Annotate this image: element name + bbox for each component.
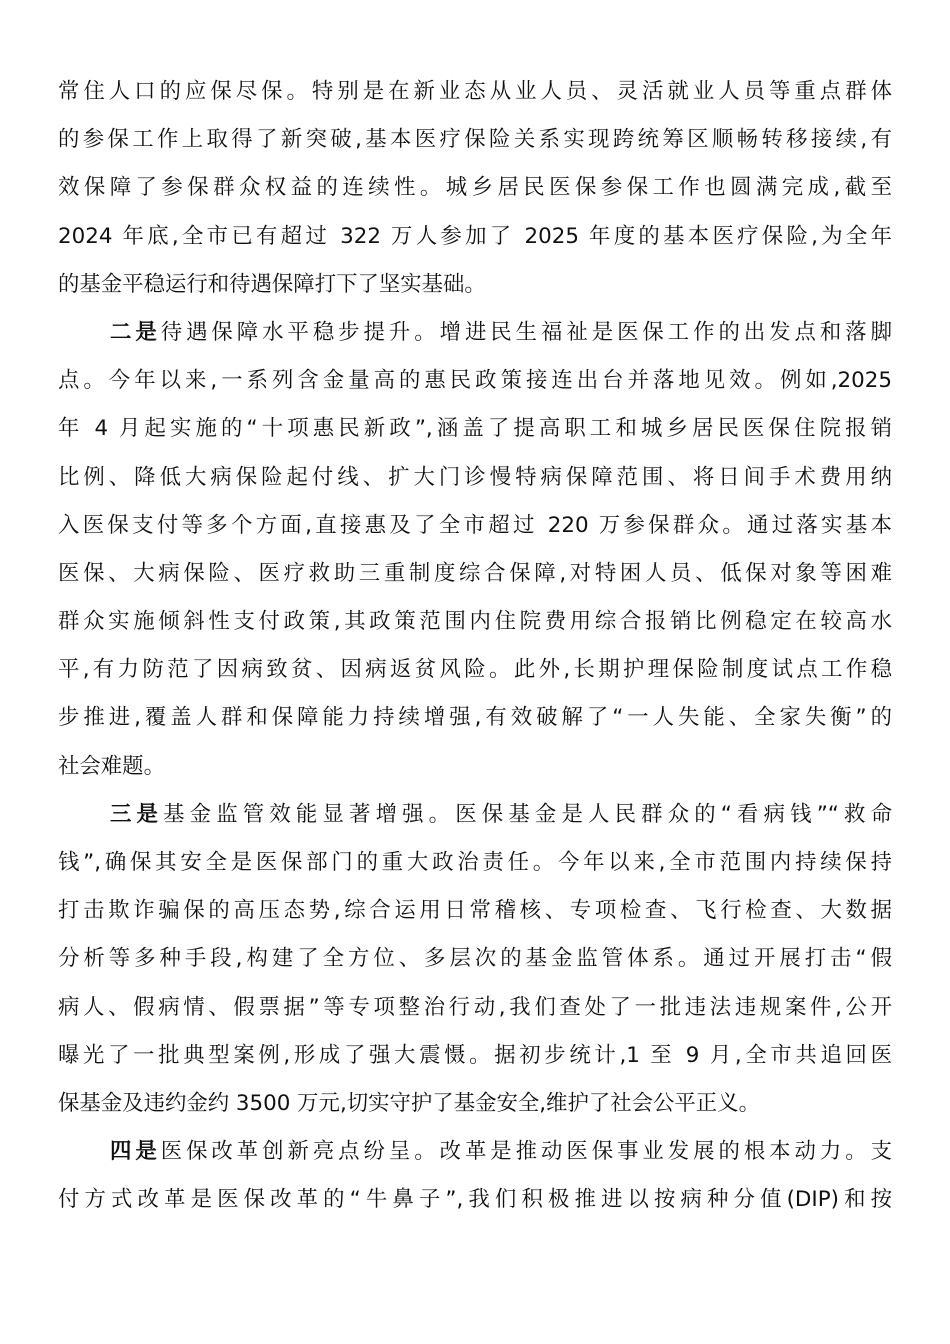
paragraph-fund-supervision bbox=[58, 791, 892, 1128]
text-line: 病人、假病情、假票据”等专项整治行动,我们查处了一批违法违规案件,公开 bbox=[58, 994, 892, 1020]
document-page bbox=[58, 68, 892, 1225]
text-line: 分析等多种手段,构建了全方位、多层次的基金监管体系。通过开展打击“假 bbox=[58, 946, 892, 972]
text-line: 保基金及违约金约 3500 万元,切实守护了基金安全,维护了社会公平正义。 bbox=[58, 1090, 760, 1116]
text-line: 步推进,覆盖人群和保障能力持续增强,有效破解了“一人失能、全家失衡”的 bbox=[58, 705, 892, 731]
text-line: 钱”,确保其安全是医保部门的重大政治责任。今年以来,全市范围内持续保持 bbox=[58, 850, 892, 875]
text-line bbox=[58, 791, 892, 839]
text-line: 年 4 月起实施的“十项惠民新政”,涵盖了提高职工和城乡居民医保住院报销 bbox=[58, 416, 892, 442]
text-line: 曝光了一批典型案例,形成了强大震慑。据初步统计,1 至 9 月,全市共追回医 bbox=[58, 1042, 892, 1068]
text-line bbox=[58, 1128, 892, 1176]
paragraph-benefits bbox=[58, 309, 892, 791]
text-span: 医保改革创新亮点纷呈。改革是推动医保事业发展的根本动力。支 bbox=[160, 1139, 892, 1165]
text-line: 效保障了参保群众权益的连续性。城乡居民医保参保工作也圆满完成,截至 bbox=[58, 175, 892, 201]
paragraph-lead: 二是 bbox=[110, 319, 161, 345]
text-line: 点。今年以来,一系列含金量高的惠民政策接连出台并落地见效。例如,2025 bbox=[58, 368, 892, 394]
text-line: 2024 年底,全市已有超过 322 万人参加了 2025 年度的基本医疗保险,为全年 bbox=[58, 223, 892, 249]
text-line: 群众实施倾斜性支付政策,其政策范围内住院费用综合报销比例稳定在较高水 bbox=[58, 609, 892, 635]
text-line: 入医保支付等多个方面,直接惠及了全市超过 220 万参保群众。通过落实基本 bbox=[58, 512, 892, 538]
paragraph-reform bbox=[58, 1128, 892, 1224]
text-line: 社会难题。 bbox=[58, 753, 165, 779]
paragraph-lead: 三是 bbox=[110, 801, 164, 827]
paragraph-lead: 四是 bbox=[110, 1139, 161, 1165]
text-line bbox=[58, 309, 892, 357]
text-line: 医保、大病保险、医疗救助三重制度综合保障,对特困人员、低保对象等困难 bbox=[58, 560, 892, 586]
text-line: 付方式改革是医保改革的“牛鼻子”,我们积极推进以按病种分值(DIP)和按 bbox=[58, 1187, 892, 1213]
text-line: 比例、降低大病保险起付线、扩大门诊慢特病保障范围、将日间手术费用纳 bbox=[58, 464, 892, 490]
text-line: 平,有力防范了因病致贫、因病返贫风险。此外,长期护理保险制度试点工作稳 bbox=[58, 657, 892, 683]
text-line: 的参保工作上取得了新突破,基本医疗保险关系实现跨统筹区顺畅转移接续,有 bbox=[58, 127, 892, 153]
text-span: 基金监管效能显著增强。医保基金是人民群众的“看病钱”“救命 bbox=[163, 801, 892, 827]
text-line: 常住人口的应保尽保。特别是在新业态从业人员、灵活就业人员等重点群体 bbox=[58, 79, 892, 104]
text-line: 打击欺诈骗保的高压态势,综合运用日常稽核、专项检查、飞行检查、大数据 bbox=[58, 898, 892, 924]
text-span: 待遇保障水平稳步提升。增进民生福祉是医保工作的出发点和落脚 bbox=[160, 319, 892, 345]
text-line: 的基金平稳运行和待遇保障打下了坚实基础。 bbox=[58, 271, 486, 297]
paragraph-enrollment bbox=[58, 68, 892, 309]
